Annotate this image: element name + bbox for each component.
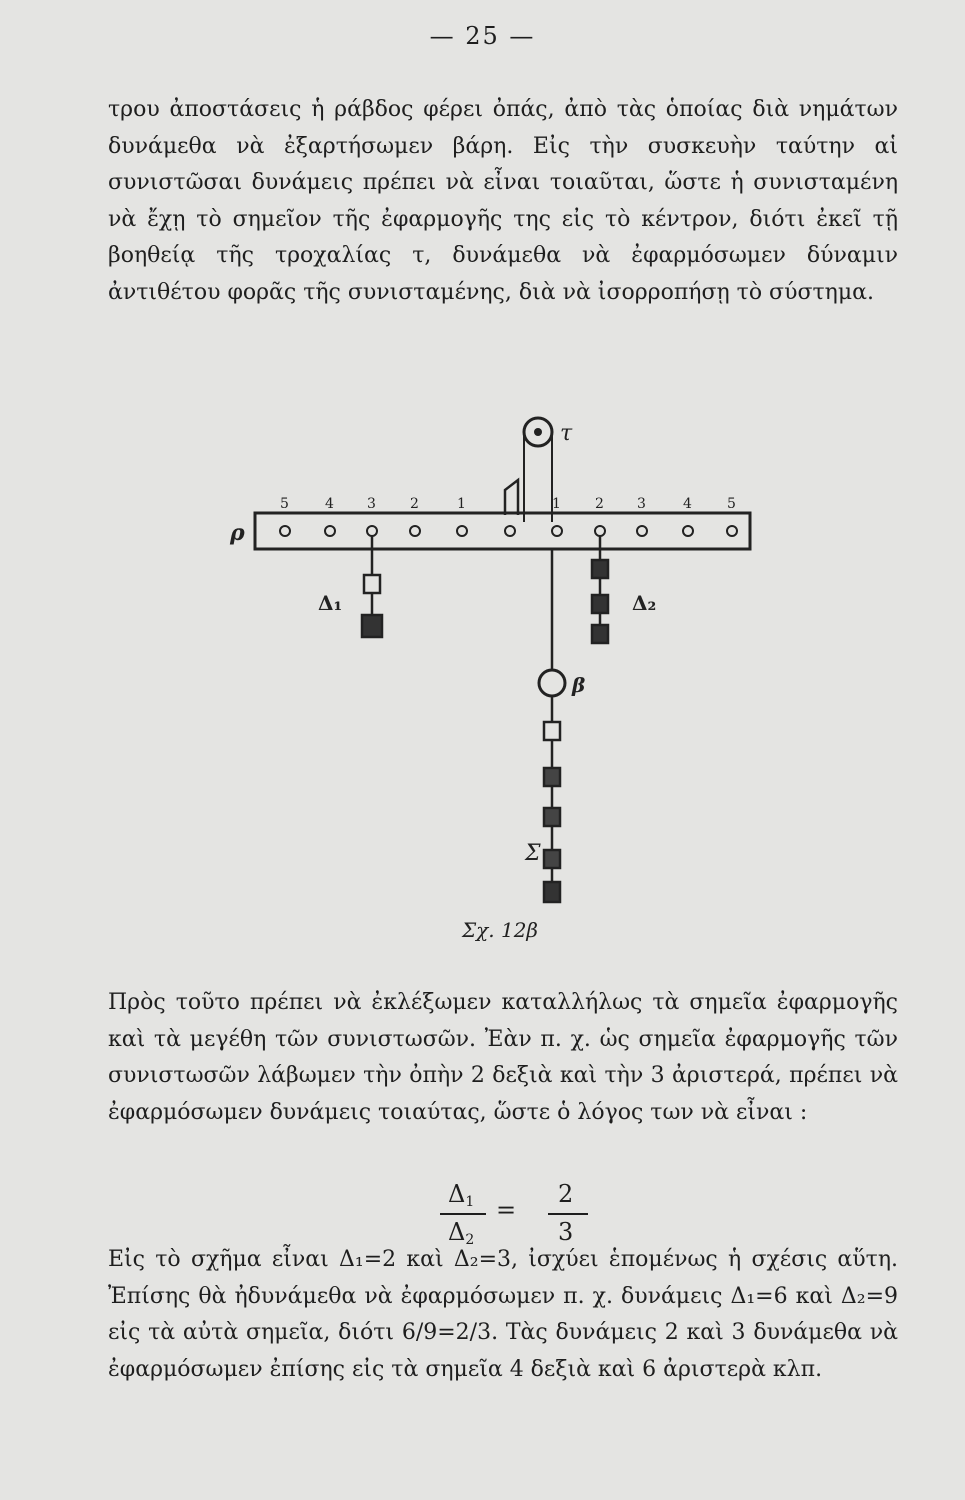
pulley-label: τ xyxy=(560,421,573,446)
formula-right-denominator: 3 xyxy=(558,1218,574,1246)
hole-number-right-4: 4 xyxy=(683,496,692,512)
paragraph-2: Πρὸς τοῦτο πρέπει νὰ ἐκλέξωμεν καταλλήλως τὰ σημεῖα ἐφαρμογῆς καὶ τὰ μεγέθη τῶν συνιστωσῶν. Ἐὰν π. χ. ὡς σημεῖα ἐφαρμογῆς τῶν συνιστωσῶν λάβωμεν τὴν ὀπὴν 2 δεξιὰ καὶ τὴν 3 ἀριστερά, πρέπει νὰ ἐφαρμόσωμεν δυνάμεις τοιαύτας, ὥστε ὁ λόγος των νὰ εἶναι : xyxy=(108,990,898,1125)
hole-number-left-5: 5 xyxy=(280,496,289,512)
ratio-formula xyxy=(440,1180,600,1250)
left-weight-label: Δ₁ xyxy=(318,591,343,615)
right-weight-label: Δ₂ xyxy=(632,591,657,615)
hole-number-left-3: 3 xyxy=(367,496,376,512)
hole-number-left-1: 1 xyxy=(457,496,466,512)
hole-number-right-2: 2 xyxy=(595,496,604,512)
hole-number-right-1: 1 xyxy=(552,496,561,512)
page-number: — 25 — xyxy=(429,22,536,50)
left-weight-stack xyxy=(362,536,382,637)
formula-denominator: $\Delta_2$ xyxy=(448,1218,475,1248)
resultant-weight-stack xyxy=(544,696,560,902)
resultant-label: Σ xyxy=(525,841,541,866)
formula-right-numerator: 2 xyxy=(558,1180,574,1208)
hole-number-left-4: 4 xyxy=(325,496,334,512)
hole-number-right-3: 3 xyxy=(637,496,646,512)
figure-caption: Σχ. 12β xyxy=(462,918,538,942)
center-weight-label: β xyxy=(572,673,586,697)
center-weight xyxy=(539,670,565,696)
lever-rod xyxy=(255,513,750,549)
rod-label: ρ xyxy=(230,520,245,546)
paragraph-1: τρου ἀποστάσεις ἡ ράβδος φέρει ὀπάς, ἀπὸ τὰς ὁποίας διὰ νημάτων δυνάμεθα νὰ ἐξαρτήσωμεν βάρη. Εἰς τὴν συσκευὴν ταύτην αἱ συνιστῶσαι δυνάμεις πρέπει νὰ εἶναι τοιαῦται, ὥστε ἡ συνισταμένη νὰ ἔχῃ τὸ σημεῖον τῆς ἐφαρμογῆς της εἰς τὸ κέντρον, διότι ἐκεῖ τῇ βοηθείᾳ τῆς τροχαλίας τ, δυνάμεθα νὰ ἐφαρμόσωμεν δύναμιν ἀντιθέτου φορᾶς τῆς συνισταμένης, διὰ νὰ ἰσορροπήσῃ τὸ σύστημα. xyxy=(108,97,898,305)
hole-number-right-5: 5 xyxy=(727,496,736,512)
hole-number-left-2: 2 xyxy=(410,496,419,512)
formula-equals: = xyxy=(496,1196,517,1224)
rod-holes xyxy=(280,526,737,536)
formula-numerator: $\Delta_1$ xyxy=(448,1180,475,1210)
lever-diagram xyxy=(200,410,760,960)
paragraph-4: Εἰς τὸ σχῆμα εἶναι Δ₁=2 καὶ Δ₂=3, ἰσχύει ἑπομένως ἡ σχέσις αὕτη. Ἐπίσης θὰ ἠδυνάμεθα νὰ ἐφαρμόσωμεν π. χ. δυνάμεις Δ₁=6 καὶ Δ₂=9 εἰς τὰ αὐτὰ σημεῖα, διότι 6/9=2/3. Τὰς δυνάμεις 2 καὶ 3 δυνάμεθα νὰ ἐφαρμόσωμεν ἐπίσης εἰς τὰ σημεῖα 4 δεξιὰ καὶ 6 ἀριστερὰ κλπ. xyxy=(108,1247,898,1382)
right-weight-stack xyxy=(592,536,608,643)
